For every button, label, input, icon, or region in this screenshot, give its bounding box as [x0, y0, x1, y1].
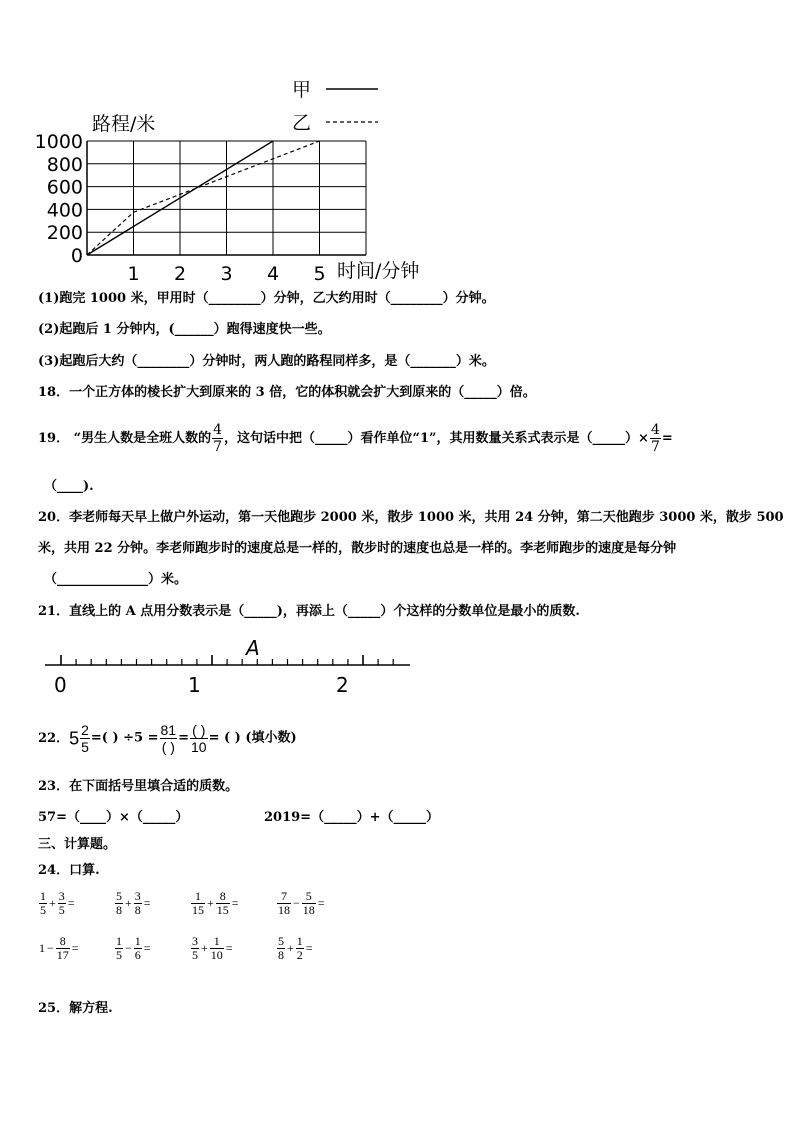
fraction: $\frac{1}{6}$	[134, 934, 141, 962]
q22-frac-2-5: $\frac{2}{5}$	[81, 722, 89, 755]
q17-part3: (3)起跑后大约（________）分钟时，两人跑的路程同样多，是（_______）米。	[38, 354, 495, 369]
q22-frac-10: $\frac{( )}{10}$	[191, 722, 207, 755]
series-line-yi	[87, 141, 320, 255]
q21-text: 21．直线上的 A 点用分数表示是（_____)，再添上（_____）个这样的分数单位是最小的质数.	[38, 604, 580, 619]
y-tick-label-600: 600	[46, 176, 83, 199]
fraction: $\frac{1}{5}$	[116, 934, 122, 962]
chart-xlabel: 时间/分钟	[337, 260, 420, 282]
q22-text3: = ( ) (填小数)	[208, 730, 297, 746]
x-tick-label-4: 4	[267, 263, 280, 285]
oral-calc-item-2-0: 1 − $\frac{8}{17}$ =	[39, 934, 79, 962]
fraction: $\frac{3}{5}$	[58, 889, 65, 917]
oral-calc-item-2-2: $\frac{3}{5}$ + $\frac{1}{10}$ =	[192, 934, 233, 962]
legend-yi-label: 乙	[292, 112, 312, 134]
fraction: $\frac{3}{5}$	[192, 934, 198, 962]
oral-calc-item-1-0: $\frac{1}{5}$ + $\frac{3}{5}$ =	[40, 889, 75, 917]
number-line	[40, 636, 420, 698]
fraction-4-7: $\frac{4}{7}$	[213, 422, 223, 455]
oral-calc-item-2-1: $\frac{1}{5}$ − $\frac{1}{6}$ =	[116, 934, 151, 962]
q22-text1: =( ) ÷5 =	[90, 730, 159, 746]
q24-title: 24．口算.	[38, 863, 100, 878]
q19-text-c: =	[661, 431, 673, 446]
q18-text: 18．一个正方体的棱长扩大到原来的 3 倍，它的体积就会扩大到原来的（_____）倍。	[38, 385, 536, 400]
legend-jia-label: 甲	[292, 79, 312, 101]
x-tick-label-5: 5	[313, 263, 326, 285]
number-line-label-2: 2	[336, 673, 349, 697]
q20-line1: 20．李老师每天早上做户外运动，第一天他跑步 2000 米，散步 1000 米，共用 24 分钟，第二天他跑步 3000 米，散步 500	[38, 510, 784, 525]
number-line-label-0: 0	[54, 673, 67, 697]
q19-answer-blank: （____).	[44, 479, 94, 494]
chart-ylabel: 路程/米	[92, 113, 156, 135]
section-3-heading: 三、计算题。	[38, 837, 117, 852]
y-tick-label-0: 0	[70, 245, 83, 267]
chart-series	[87, 141, 320, 255]
fraction: $\frac{1}{5}$	[40, 889, 46, 917]
q17-part2: (2)起跑后 1 分钟内，(______）跑得速度快一些。	[38, 322, 331, 337]
number-line-ticks	[61, 655, 393, 665]
fraction-4-7-second: $\frac{4}{7}$	[650, 422, 660, 455]
q22-text2: =	[178, 730, 189, 746]
q20-line2: 米，共用 22 分钟。李老师跑步时的速度总是一样的，散步时的速度也总是一样的。李老师跑步的速度是每分钟	[38, 541, 677, 556]
oral-calc-item-2-3: $\frac{5}{8}$ + $\frac{1}{2}$ =	[278, 934, 313, 962]
x-tick-label-2: 2	[174, 263, 187, 285]
oral-calc-item-1-1: $\frac{5}{8}$ + $\frac{3}{8}$ =	[116, 889, 151, 917]
fraction: $\frac{3}{8}$	[134, 889, 141, 917]
x-tick-label-1: 1	[127, 263, 140, 285]
q19-line	[38, 422, 673, 455]
oral-calc-item-1-2: $\frac{1}{15}$ + $\frac{8}{15}$ =	[192, 889, 239, 917]
q17-part1: (1)跑完 1000 米，甲用时（________）分钟，乙大约用时（________）分钟。	[38, 291, 495, 306]
chart-grid	[87, 141, 366, 255]
fraction: $\frac{1}{2}$	[296, 934, 303, 962]
fraction: $\frac{5}{8}$	[278, 934, 284, 962]
number-line-label-1: 1	[188, 673, 201, 697]
q22-whole: 5	[69, 728, 80, 749]
fraction: $\frac{5}{8}$	[116, 889, 122, 917]
y-tick-label-200: 200	[46, 222, 83, 245]
fraction: $\frac{5}{18}$	[302, 889, 315, 917]
fraction: $\frac{1}{15}$	[192, 889, 204, 917]
q23-title: 23．在下面括号里填合适的质数。	[38, 779, 239, 794]
fraction: $\frac{8}{15}$	[216, 889, 229, 917]
q22-label: 22．	[38, 731, 70, 746]
distance-time-chart	[30, 70, 450, 285]
q19-text-b: ，这句话中把（_____）看作单位“1”，其用数量关系式表示是（_____）×	[224, 431, 649, 446]
x-tick-label-3: 3	[220, 263, 233, 285]
y-tick-label-800: 800	[46, 153, 83, 176]
number-line-point-a: A	[246, 636, 260, 660]
q22-line	[38, 722, 297, 755]
q19-text-a: 19． “男生人数是全班人数的	[38, 431, 212, 446]
y-tick-label-400: 400	[46, 199, 83, 222]
q22-frac-81: $\frac{81}{( )}$	[160, 722, 177, 755]
q25-title: 25．解方程.	[38, 1001, 113, 1016]
fraction: $\frac{8}{17}$	[56, 934, 69, 962]
q23-part-b: 2019=（_____）+（_____）	[264, 810, 439, 825]
q20-line3: （______________）米。	[44, 572, 188, 587]
oral-calc-item-1-3: $\frac{7}{18}$ − $\frac{5}{18}$ =	[278, 889, 325, 917]
fraction: $\frac{1}{10}$	[210, 934, 223, 962]
fraction: $\frac{7}{18}$	[278, 889, 290, 917]
y-tick-label-1000: 1000	[34, 131, 83, 153]
q23-part-a: 57=（____）×（_____）	[38, 810, 189, 825]
